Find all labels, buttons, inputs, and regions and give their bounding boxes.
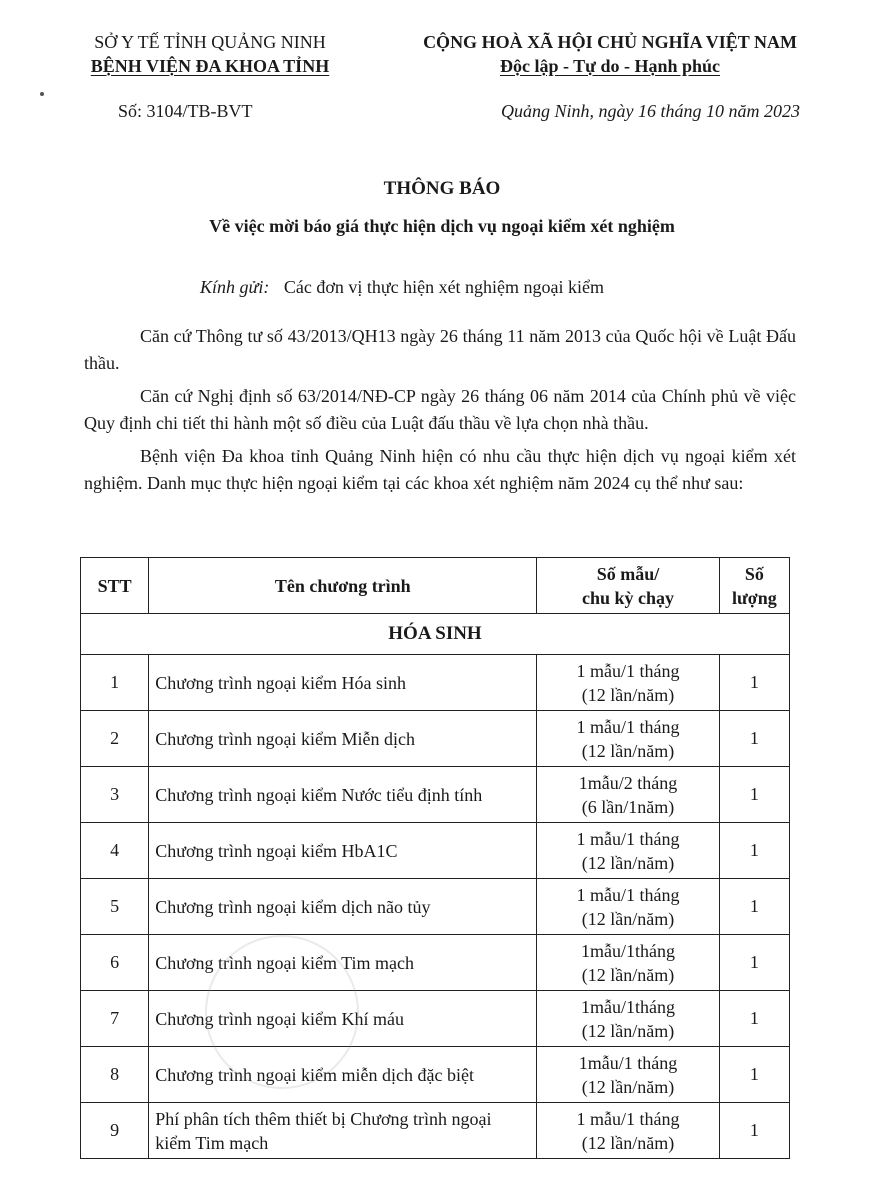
paragraph: Căn cứ Thông tư số 43/2013/QH13 ngày 26 tháng 11 năm 2013 của Quốc hội về Luật Đấu thầu.	[84, 326, 796, 373]
document-subtitle: Về việc mời báo giá thực hiện dịch vụ ngoại kiểm xét nghiệm	[209, 216, 675, 236]
table-row	[81, 1103, 790, 1159]
issuer-org: BỆNH VIỆN ĐA KHOA TỈNH	[90, 56, 330, 76]
row-stt: 4	[81, 823, 149, 879]
row-qty: 1	[719, 879, 789, 935]
row-cycle-line2: (12 lần/năm)	[581, 1132, 675, 1153]
row-cycle-line2: (12 lần/năm)	[581, 1076, 675, 1097]
table-row	[81, 767, 790, 823]
row-cycle	[537, 1047, 719, 1103]
row-name: Chương trình ngoại kiểm dịch não tủy	[149, 879, 537, 935]
section-title: HÓA SINH	[81, 614, 790, 655]
row-qty: 1	[719, 991, 789, 1047]
header-cycle-line1: Số mẫu/	[596, 563, 660, 584]
header-qty	[719, 558, 789, 614]
row-qty: 1	[719, 1047, 789, 1103]
nation-name: CỘNG HOÀ XÃ HỘI CHỦ NGHĨA VIỆT NAM	[423, 32, 797, 52]
row-cycle-line2: (12 lần/năm)	[581, 908, 675, 929]
row-cycle	[537, 655, 719, 711]
row-name: Chương trình ngoại kiểm Miễn dịch	[149, 711, 537, 767]
row-name: Chương trình ngoại kiểm Khí máu	[149, 991, 537, 1047]
header-qty-line1: Số	[744, 563, 764, 584]
row-stt: 3	[81, 767, 149, 823]
table-header-row	[81, 558, 790, 614]
row-stt: 1	[81, 655, 149, 711]
recipient-value: Các đơn vị thực hiện xét nghiệm ngoại kiểm	[283, 277, 605, 297]
row-cycle	[537, 767, 719, 823]
row-cycle-line1: 1mẫu/2 tháng	[578, 772, 678, 793]
row-stt: 7	[81, 991, 149, 1047]
row-cycle	[537, 935, 719, 991]
issuer-parent-org: SỞ Y TẾ TỈNH QUẢNG NINH	[94, 32, 326, 52]
row-cycle-line1: 1 mẫu/1 tháng	[576, 716, 680, 737]
row-cycle	[537, 991, 719, 1047]
document-number: Số: 3104/TB-BVT	[118, 101, 253, 121]
row-name: Chương trình ngoại kiểm Hóa sinh	[149, 655, 537, 711]
table-row	[81, 711, 790, 767]
national-header	[380, 30, 840, 78]
table-row	[81, 879, 790, 935]
document-date: Quảng Ninh, ngày 16 tháng 10 năm 2023	[501, 101, 800, 121]
table-section-row	[81, 614, 790, 655]
row-qty: 1	[719, 767, 789, 823]
row-qty: 1	[719, 935, 789, 991]
row-cycle	[537, 711, 719, 767]
header-qty-line2: lượng	[731, 587, 777, 608]
row-cycle-line1: 1mẫu/1tháng	[581, 996, 676, 1017]
row-stt: 5	[81, 879, 149, 935]
row-cycle-line1: 1mẫu/1 tháng	[578, 1052, 678, 1073]
row-qty: 1	[719, 1103, 789, 1159]
scan-speck	[40, 92, 44, 96]
row-name: Chương trình ngoại kiểm miễn dịch đặc biệt	[149, 1047, 537, 1103]
row-name: Chương trình ngoại kiểm Tim mạch	[149, 935, 537, 991]
row-cycle-line2: (6 lần/1năm)	[581, 796, 675, 817]
header-stt: STT	[81, 558, 149, 614]
row-name: Chương trình ngoại kiểm Nước tiểu định tính	[149, 767, 537, 823]
row-name: Chương trình ngoại kiểm HbA1C	[149, 823, 537, 879]
row-qty: 1	[719, 823, 789, 879]
issuer-header	[60, 30, 360, 78]
row-cycle-line2: (12 lần/năm)	[581, 964, 675, 985]
row-cycle	[537, 1103, 719, 1159]
header-cycle	[537, 558, 719, 614]
row-name: Phí phân tích thêm thiết bị Chương trình ngoại kiểm Tim mạch	[149, 1103, 537, 1159]
table-row	[81, 1047, 790, 1103]
row-cycle-line1: 1 mẫu/1 tháng	[576, 660, 680, 681]
header-cycle-line2: chu kỳ chạy	[582, 587, 675, 608]
row-cycle-line2: (12 lần/năm)	[581, 1020, 675, 1041]
table-row	[81, 935, 790, 991]
row-cycle-line1: 1 mẫu/1 tháng	[576, 828, 680, 849]
national-motto: Độc lập - Tự do - Hạnh phúc	[499, 56, 721, 76]
table-row	[81, 823, 790, 879]
table-row	[81, 991, 790, 1047]
paragraph: Bệnh viện Đa khoa tỉnh Quảng Ninh hiện có nhu cầu thực hiện dịch vụ ngoại kiểm xét nghiệm. Danh mục thực hiện ngoại kiểm tại các khoa xét nghiệm năm 2024 cụ thể như sau:	[84, 446, 796, 493]
document-body	[84, 323, 796, 503]
row-cycle-line2: (12 lần/năm)	[581, 740, 675, 761]
header-name: Tên chương trình	[149, 558, 537, 614]
row-cycle-line2: (12 lần/năm)	[581, 852, 675, 873]
row-cycle-line1: 1 mẫu/1 tháng	[576, 1108, 680, 1129]
table-row	[81, 655, 790, 711]
row-cycle-line1: 1mẫu/1tháng	[581, 940, 676, 961]
row-qty: 1	[719, 655, 789, 711]
row-stt: 2	[81, 711, 149, 767]
program-table	[80, 557, 790, 1159]
paragraph: Căn cứ Nghị định số 63/2014/NĐ-CP ngày 26 tháng 06 năm 2014 của Chính phủ về việc Quy định chi tiết thi hành một số điều của Luật đấu thầu về lựa chọn nhà thầu.	[84, 386, 796, 433]
row-stt: 9	[81, 1103, 149, 1159]
document-title: THÔNG BÁO	[383, 178, 501, 199]
row-stt: 6	[81, 935, 149, 991]
row-cycle-line1: 1 mẫu/1 tháng	[576, 884, 680, 905]
row-cycle	[537, 823, 719, 879]
row-cycle-line2: (12 lần/năm)	[581, 684, 675, 705]
recipient-line	[200, 277, 604, 298]
row-stt: 8	[81, 1047, 149, 1103]
row-cycle	[537, 879, 719, 935]
row-qty: 1	[719, 711, 789, 767]
recipient-label: Kính gửi:	[200, 277, 270, 297]
